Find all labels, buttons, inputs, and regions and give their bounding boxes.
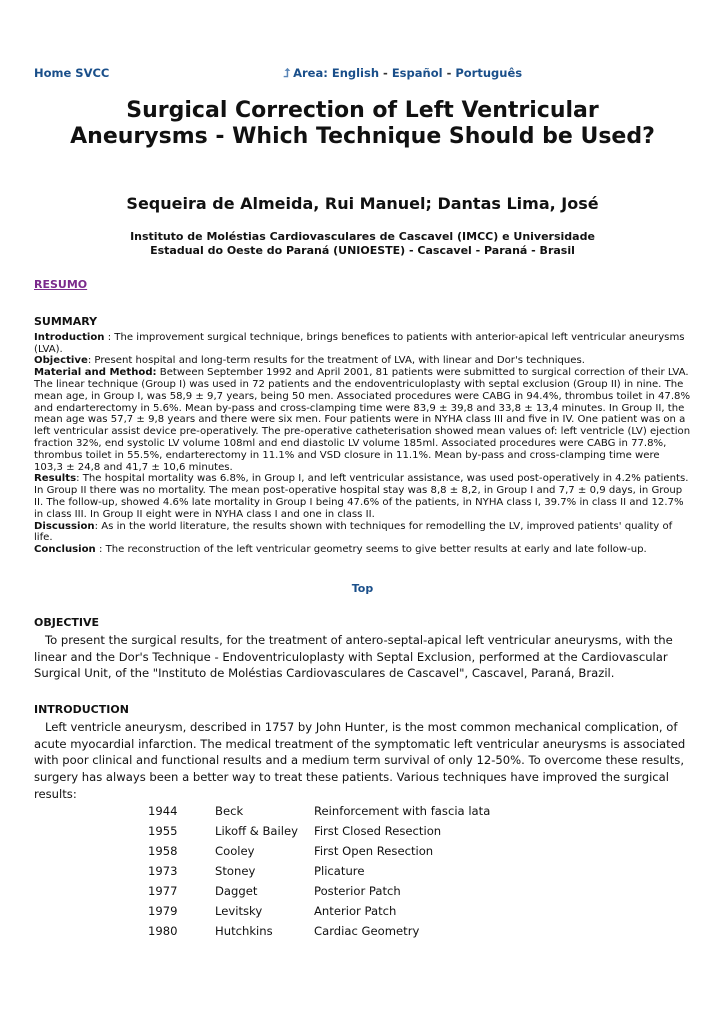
summary-method xyxy=(34,367,691,473)
year-cell: 1979 xyxy=(148,904,178,918)
institution-line: Instituto de Moléstias Cardiovasculares de Cascavel (IMCC) e Universidade xyxy=(130,230,595,243)
text: : As in the world literature, the results shown with techniques for remodelling the LV, improved patients' quality of life. xyxy=(34,520,673,544)
institution xyxy=(60,230,665,258)
top-navigation xyxy=(34,66,691,82)
technique-cell: First Open Resection xyxy=(314,844,434,858)
history-table xyxy=(148,804,490,944)
authors: Sequeira de Almeida, Rui Manuel; Dantas Lima, José xyxy=(126,194,599,213)
lang-portuguese-link[interactable]: Português xyxy=(455,66,523,80)
text: : Present hospital and long-term results for the treatment of LVA, with linear and Dor's techniques. xyxy=(87,355,585,367)
label: Results xyxy=(34,473,77,485)
text: Between September 1992 and April 2001, 81 patients were submitted to surgical correction of their LVA. The linear technique (Group I) was used in 72 patients and the endoventriculoplasty with septal exclusion (Group II) in nine. The mean age, in Group I, was 58,9 ± 9,7 years, being 50 men. Associated procedures were CABG in 94.4%, thrombus toilet in 47.8% and endarterectomy in 5.6%. Mean by-pass and cross-clamping time were 83,9 ± 39,8 and 33,8 ± 13,4 minutes. In Group II, the mean age was 57,7 ± 9,8 years and there were six men. Four patients were in NYHA class III and five in IV. One patient was on a left ventricular assist device pre-operatively. The pre-operative catheterisation showed mean values of: left ventricle (LV) ejection fraction 32%, end systolic LV volume 108ml and end diastolic LV volume 185ml. Associated procedures were CABG in 77.8%, thrombus toilet in 55.5%, endarterectomy in 11.1% and VSD closure in 11.1%. Mean by-pass and cross-clamping time were 103,3 ± 24,8 and 41,7 ± 10,6 minutes. xyxy=(34,367,691,473)
home-link[interactable]: Home SVCC xyxy=(34,66,110,80)
table-row xyxy=(148,884,490,904)
objective-heading: OBJECTIVE xyxy=(34,616,100,629)
resumo-link[interactable]: RESUMO xyxy=(34,278,88,291)
technique-cell: Posterior Patch xyxy=(314,884,401,898)
label: Discussion xyxy=(34,520,95,532)
technique-cell: Anterior Patch xyxy=(314,904,397,918)
surgeon-cell: Dagget xyxy=(215,884,258,898)
summary-objective xyxy=(34,355,691,367)
table-row xyxy=(148,824,490,844)
separator: - xyxy=(383,66,388,80)
summary-conclusion xyxy=(34,544,691,556)
text: : The hospital mortality was 6.8%, in Group I, and left ventricular assistance, was used post-operatively in 4.2% patients. In Group II there was no mortality. The mean post-operative hospital stay was 8,8 ± 8,2, in Group I and 7,7 ± 0,9 days, in Group II. The follow-up, showed 4.6% late mortality in Group I being 47.6% of the patients, in NYHA class I, 39.7% in class II and 12.7% in class III. In Group II eight were in NYHA class I and one in class II. xyxy=(34,473,689,520)
surgeon-cell: Beck xyxy=(215,804,244,818)
area-label: Area: xyxy=(293,66,328,80)
summary-heading: SUMMARY xyxy=(34,315,98,328)
year-cell: 1955 xyxy=(148,824,178,838)
year-cell: 1977 xyxy=(148,884,178,898)
introduction-text: Left ventricle aneurysm, described in 1757 by John Hunter, is the most common mechanical complication, of acute myocardial infarction. The medical treatment of the symptomatic left ventricular aneurysms is associated with poor clinical and functional results and a medium term survival of only 12-50%. To overcome these results, surgery has always been a better way to treat these patients. Various techniques have improved the surgical results: xyxy=(34,720,686,801)
top-link[interactable]: Top xyxy=(351,582,374,595)
surgeon-cell: Cooley xyxy=(215,844,255,858)
label: Material and Method: xyxy=(34,367,157,379)
objective-text: To present the surgical results, for the treatment of antero-septal-apical left ventricular aneurysms, with the linear and the Dor's Technique - Endoventriculoplasty with Septal Exclusion, performed at the Cardiovascular Surgical Unit, of the "Instituto de Moléstias Cardiovasculares de Cascavel", Cascavel, Paraná, Brazil. xyxy=(34,633,673,681)
technique-cell: Plicature xyxy=(314,864,365,878)
year-cell: 1958 xyxy=(148,844,178,858)
year-cell: 1980 xyxy=(148,924,178,938)
table-row xyxy=(148,924,490,944)
up-arrow-icon: ⮥ xyxy=(283,66,291,80)
top-link-wrapper xyxy=(0,582,725,595)
lang-english-link[interactable]: English xyxy=(331,66,380,80)
summary-discussion xyxy=(34,521,691,545)
separator: - xyxy=(446,66,452,80)
page-title: Surgical Correction of Left Ventricular Aneurysms - Which Technique Should be Used? xyxy=(70,98,655,149)
language-selector xyxy=(283,66,522,81)
table-row xyxy=(148,904,490,924)
year-cell: 1973 xyxy=(148,864,178,878)
text: : The improvement surgical technique, brings benefices to patients with anterior-apical left ventricular aneurysms (LVA). xyxy=(34,331,685,355)
surgeon-cell: Stoney xyxy=(215,864,256,878)
technique-cell: Cardiac Geometry xyxy=(314,924,420,938)
label: Conclusion xyxy=(34,544,96,556)
year-cell: 1944 xyxy=(148,804,178,818)
label: Introduction xyxy=(34,331,105,343)
table-row xyxy=(148,804,490,824)
surgeon-cell: Likoff & Bailey xyxy=(215,824,298,838)
summary-results xyxy=(34,473,691,520)
label: Objective xyxy=(34,355,88,367)
technique-cell: First Closed Resection xyxy=(314,824,442,838)
surgeon-cell: Hutchkins xyxy=(215,924,273,938)
table-row xyxy=(148,864,490,884)
lang-spanish-link[interactable]: Español xyxy=(391,66,443,80)
table-row xyxy=(148,844,490,864)
institution-line: Estadual do Oeste do Paraná (UNIOESTE) - Cascavel - Paraná - Brasil xyxy=(150,244,575,257)
summary-section xyxy=(34,316,691,556)
surgeon-cell: Levitsky xyxy=(215,904,263,918)
text: : The reconstruction of the left ventricular geometry seems to give better results at early and late follow-up. xyxy=(95,544,647,556)
introduction-heading: INTRODUCTION xyxy=(34,703,129,716)
summary-introduction xyxy=(34,332,691,356)
technique-cell: Reinforcement with fascia lata xyxy=(314,804,491,818)
